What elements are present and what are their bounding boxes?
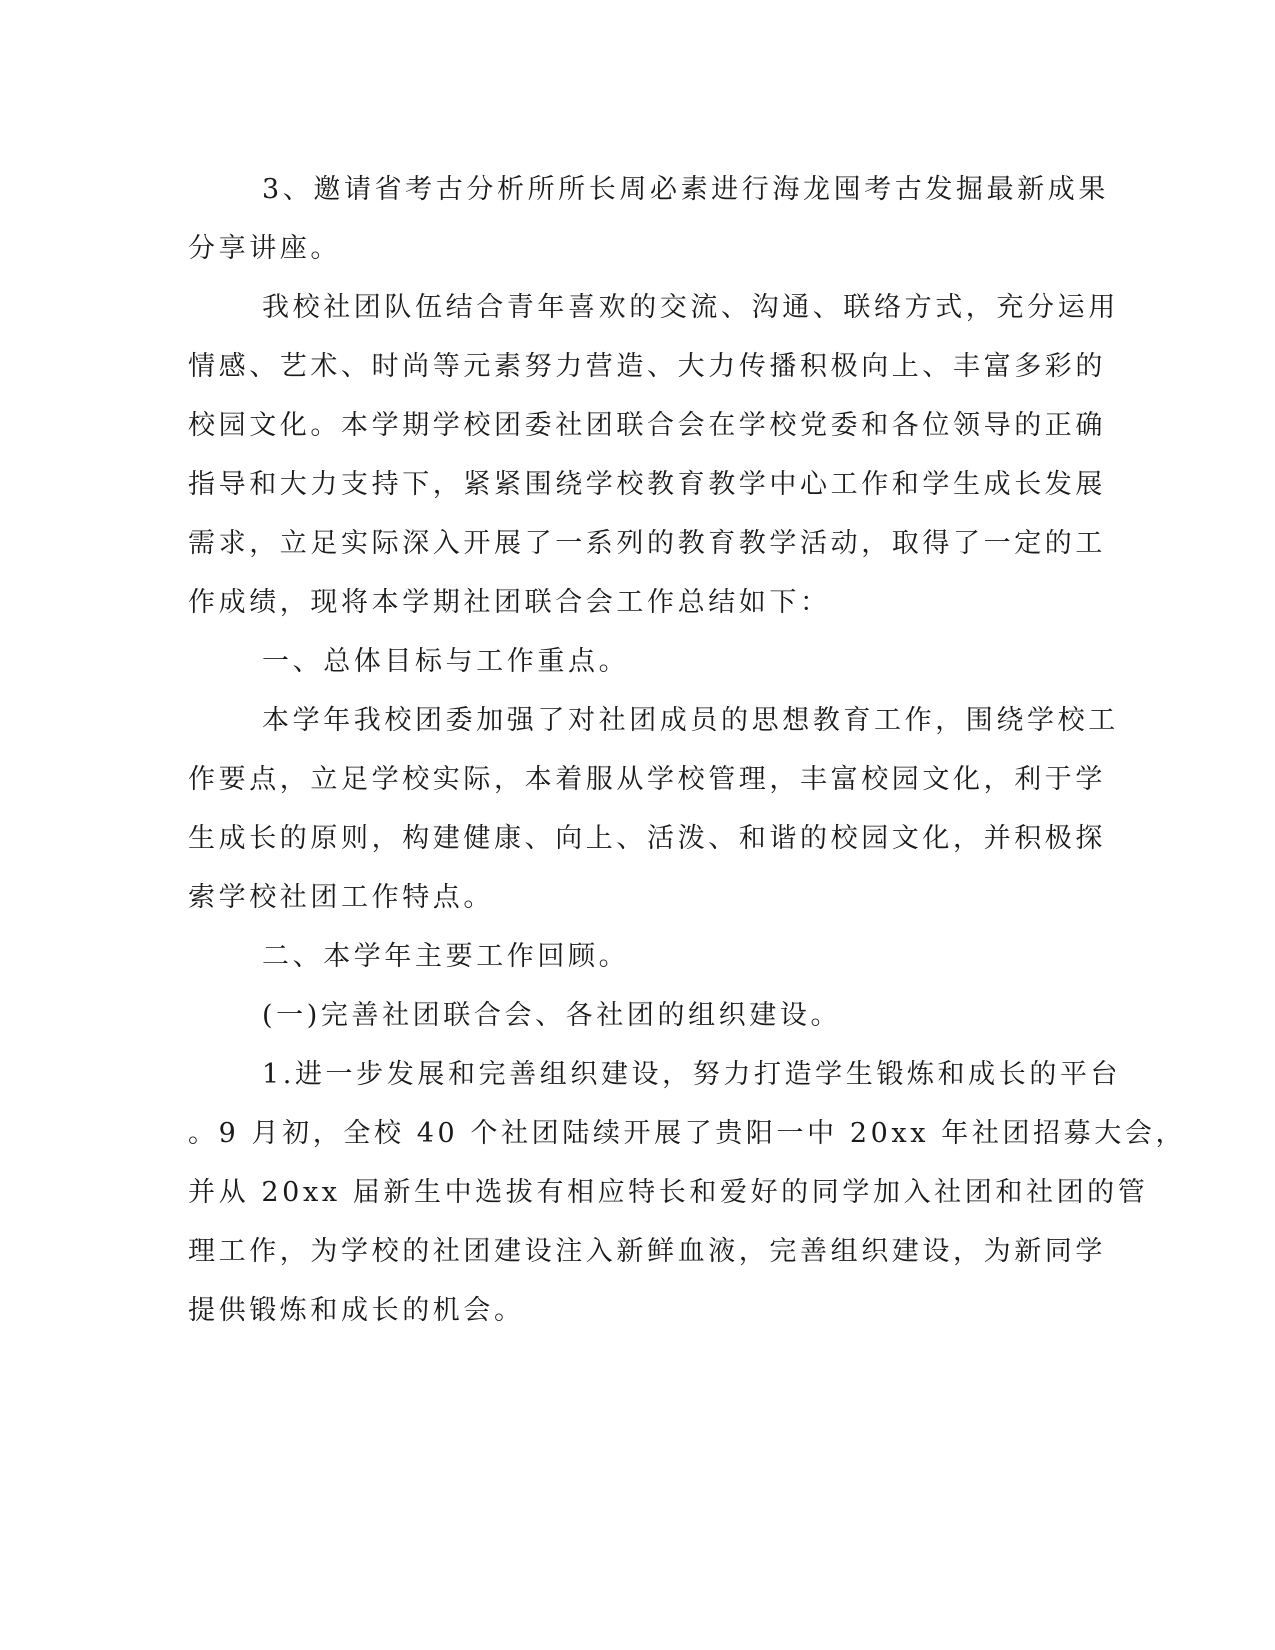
paragraph-line: 需求，立足实际深入开展了一系列的教育教学活动，取得了一定的工	[188, 528, 1106, 559]
paragraph-line: 生成长的原则，构建健康、向上、活泼、和谐的校园文化，并积极探	[188, 823, 1106, 854]
subsection-heading: (一)完善社团联合会、各社团的组织建设。	[262, 1000, 842, 1031]
paragraph-line: 指导和大力支持下，紧紧围绕学校教育教学中心工作和学生成长发展	[188, 469, 1106, 500]
paragraph-line: 。9 月初，全校 40 个社团陆续开展了贵阳一中 20xx 年社团招募大会，	[188, 1118, 1187, 1149]
section-heading: 一、总体目标与工作重点。	[262, 646, 630, 677]
document-body	[188, 160, 1187, 1340]
section-heading: 二、本学年主要工作回顾。	[262, 941, 630, 972]
paragraph-line: 理工作，为学校的社团建设注入新鲜血液，完善组织建设，为新同学	[188, 1236, 1106, 1267]
paragraph-line: 本学年我校团委加强了对社团成员的思想教育工作，围绕学校工	[262, 705, 1119, 736]
paragraph-line: 索学校社团工作特点。	[188, 882, 494, 913]
paragraph-line: 3、邀请省考古分析所所长周必素进行海龙囤考古发掘最新成果	[262, 174, 1109, 205]
paragraph-line: 校园文化。本学期学校团委社团联合会在学校党委和各位领导的正确	[188, 410, 1106, 441]
paragraph-line: 作成绩，现将本学期社团联合会工作总结如下：	[188, 587, 831, 618]
paragraph-line: 作要点，立足学校实际，本着服从学校管理，丰富校园文化，利于学	[188, 764, 1106, 795]
paragraph-line: 我校社团队伍结合青年喜欢的交流、沟通、联络方式，充分运用	[262, 292, 1119, 323]
paragraph-line: 并从 20xx 届新生中选拔有相应特长和爱好的同学加入社团和社团的管	[188, 1177, 1149, 1208]
paragraph-line: 分享讲座。	[188, 233, 341, 264]
paragraph-line: 提供锻炼和成长的机会。	[188, 1295, 525, 1326]
paragraph-line: 情感、艺术、时尚等元素努力营造、大力传播积极向上、丰富多彩的	[188, 351, 1106, 382]
paragraph-line: 1.进一步发展和完善组织建设，努力打造学生锻炼和成长的平台	[262, 1059, 1122, 1090]
